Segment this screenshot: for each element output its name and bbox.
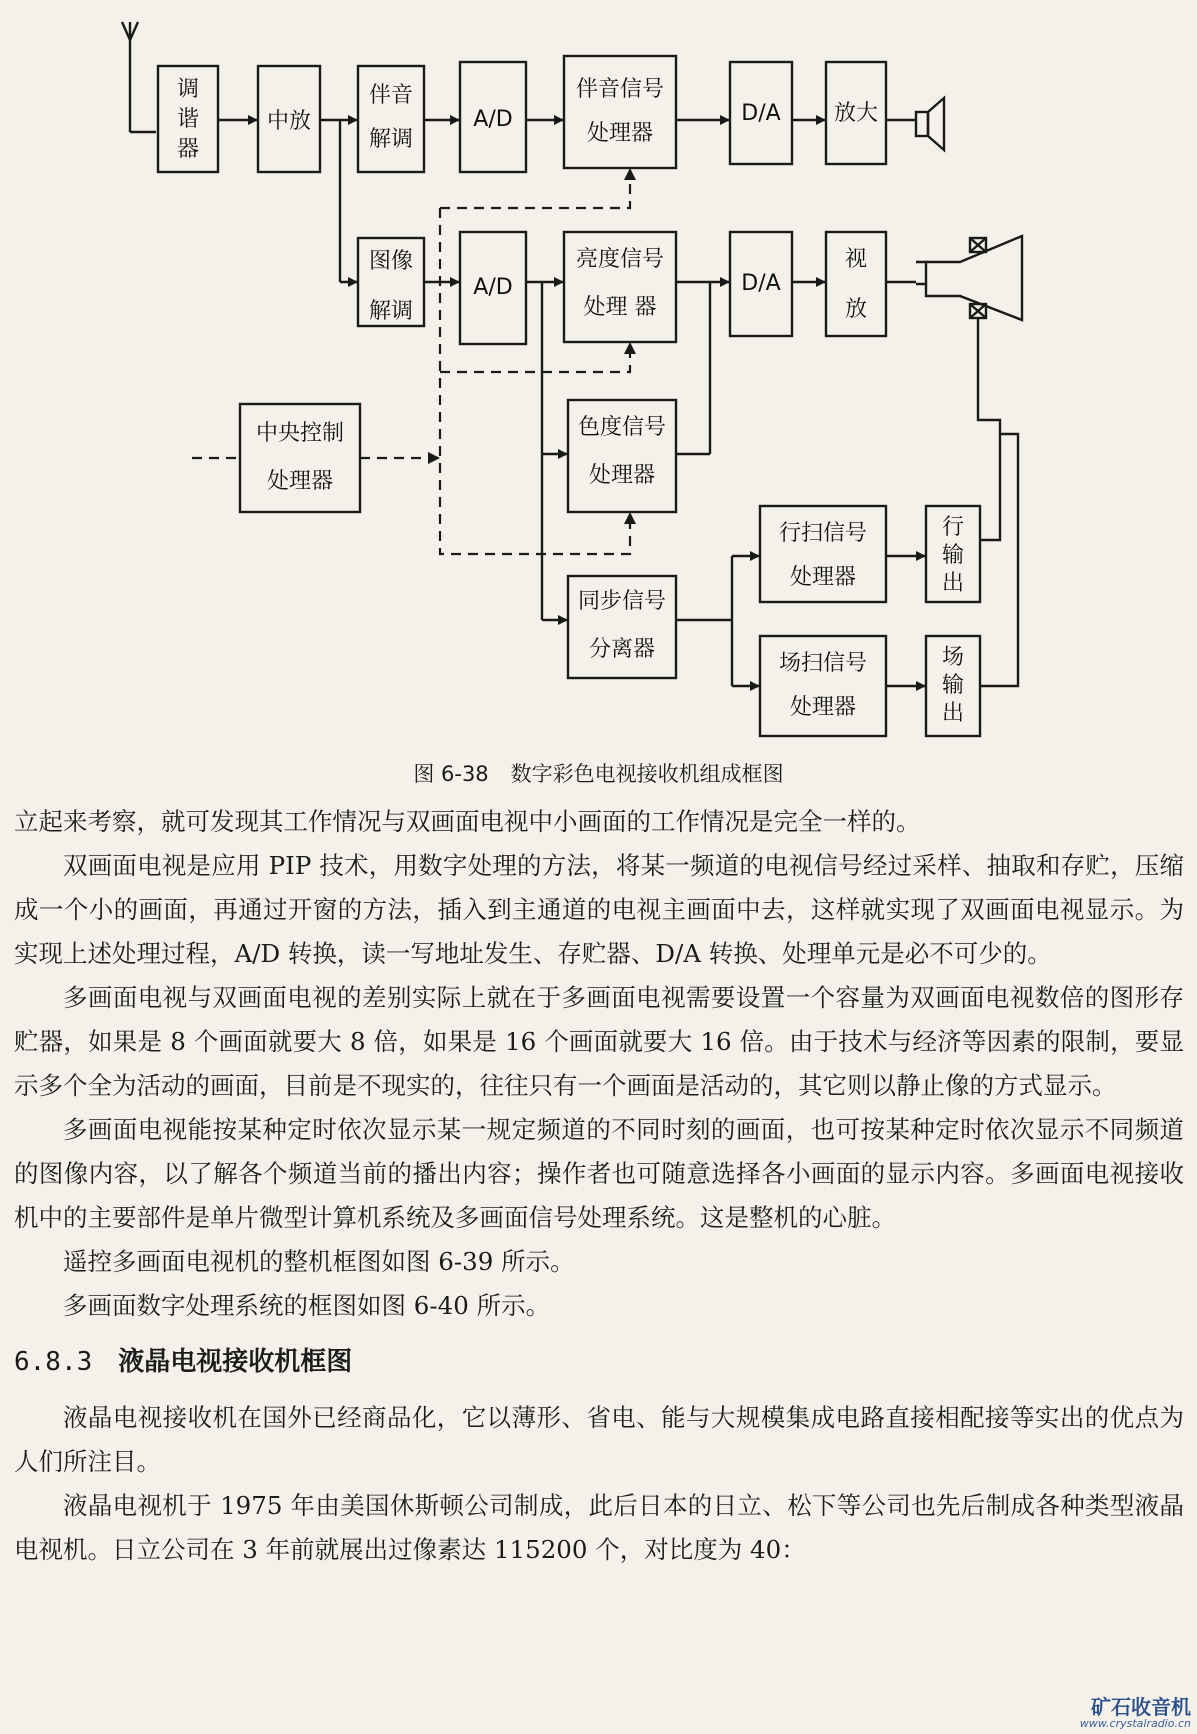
sound-proc-label: 伴音信号	[575, 77, 665, 102]
da-sound-label: D/A	[741, 101, 781, 126]
hscan-proc-label: 处理器	[789, 565, 857, 590]
vscan-proc-label: 场扫信号	[778, 651, 868, 676]
if-amp-label: 中放	[266, 109, 312, 134]
tuner-label: 谐	[176, 107, 200, 132]
h-out-label: 行	[941, 515, 965, 540]
ad-sound-label: A/D	[473, 107, 513, 132]
tuner-label: 器	[176, 137, 200, 162]
sync-sep-label: 同步信号	[577, 589, 667, 614]
paragraph: 遥控多画面电视机的整机框图如图 6-39 所示。	[63, 1247, 575, 1276]
ad-video-label: A/D	[473, 275, 513, 300]
cpu-label: 中央控制	[255, 421, 345, 446]
paragraph: 立起来考察，就可发现其工作情况与双画面电视中小画面的工作情况是完全一样的。	[14, 807, 921, 836]
paragraph: 液晶电视接收机在国外已经商品化，它以薄形、省电、能与大规模集成电路直接相配接等实出的优点为人们所注目。	[14, 1403, 1184, 1476]
v-out-label: 场	[941, 645, 965, 670]
figure-caption	[0, 758, 1197, 788]
cpu-label: 处理器	[266, 469, 334, 494]
figure-title: 数字彩色电视接收机组成框图	[510, 762, 784, 786]
paragraph: 液晶电视机于 1975 年由美国休斯顿公司制成，此后日本的日立、松下等公司也先后制成各种类型液晶电视机。日立公司在 3 年前就展出过像素达 115200 个，对比度为 40：	[14, 1491, 1184, 1564]
chroma-proc-label: 处理器	[588, 463, 656, 488]
chroma-proc-label: 色度信号	[577, 415, 667, 440]
sound-demod-label: 解调	[368, 127, 414, 152]
section-title: 液晶电视接收机框图	[118, 1347, 353, 1377]
watermark-url: www.crystalradio.cn	[1079, 1716, 1191, 1730]
section-number: 6.8.3	[14, 1347, 93, 1377]
luma-proc-label: 亮度信号	[575, 247, 665, 272]
h-out-label: 出	[941, 571, 965, 596]
figure-number: 图 6-38	[413, 762, 489, 786]
paragraph: 多画面数字处理系统的框图如图 6-40 所示。	[63, 1291, 551, 1320]
sync-sep-label: 分离器	[588, 637, 656, 662]
body-text	[14, 800, 1184, 1572]
video-amp-label: 视	[844, 247, 868, 272]
block-diagram	[0, 0, 1197, 750]
luma-proc-label: 处理 器	[583, 295, 657, 320]
tuner-label: 调	[176, 77, 200, 102]
video-demod-label: 解调	[368, 299, 414, 324]
v-out-label: 出	[941, 701, 965, 726]
h-out-label: 输	[941, 543, 965, 568]
video-demod-label: 图像	[368, 249, 414, 274]
video-amp-label: 放	[844, 297, 868, 322]
section-heading	[14, 1340, 1184, 1384]
da-video-label: D/A	[741, 271, 781, 296]
watermark	[1080, 1696, 1191, 1730]
v-out-label: 输	[941, 673, 965, 698]
paragraph: 多画面电视能按某种定时依次显示某一规定频道的不同时刻的画面，也可按某种定时依次显示不同频道的图像内容，以了解各个频道当前的播出内容；操作者也可随意选择各小画面的显示内容。多画面电视接收机中的主要部件是单片微型计算机系统及多画面信号处理系统。这是整机的心脏。	[14, 1115, 1184, 1232]
hscan-proc-label: 行扫信号	[778, 521, 868, 546]
paragraph: 多画面电视与双画面电视的差别实际上就在于多画面电视需要设置一个容量为双画面电视数倍的图形存贮器，如果是 8 个画面就要大 8 倍，如果是 16 个画面就要大 16 倍。由于技术与经济等因素的限制，要显示多个全为活动的画面，目前是不现实的，往往只有一个画面是活动的，其它则以静止像的方式显示。	[14, 983, 1184, 1100]
vscan-proc-label: 处理器	[789, 695, 857, 720]
sound-proc-label: 处理器	[586, 121, 654, 146]
watermark-name: 矿石收音机	[1091, 1694, 1191, 1719]
sound-demod-label: 伴音	[368, 83, 414, 108]
amp-label: 放大	[833, 101, 879, 126]
paragraph: 双画面电视是应用 PIP 技术，用数字处理的方法，将某一频道的电视信号经过采样、抽取和存贮，压缩成一个小的画面，再通过开窗的方法，插入到主通道的电视主画面中去，这样就实现了双画面电视显示。为实现上述处理过程，A/D 转换，读一写地址发生、存贮器、D/A 转换、处理单元是必不可少的。	[14, 851, 1184, 968]
